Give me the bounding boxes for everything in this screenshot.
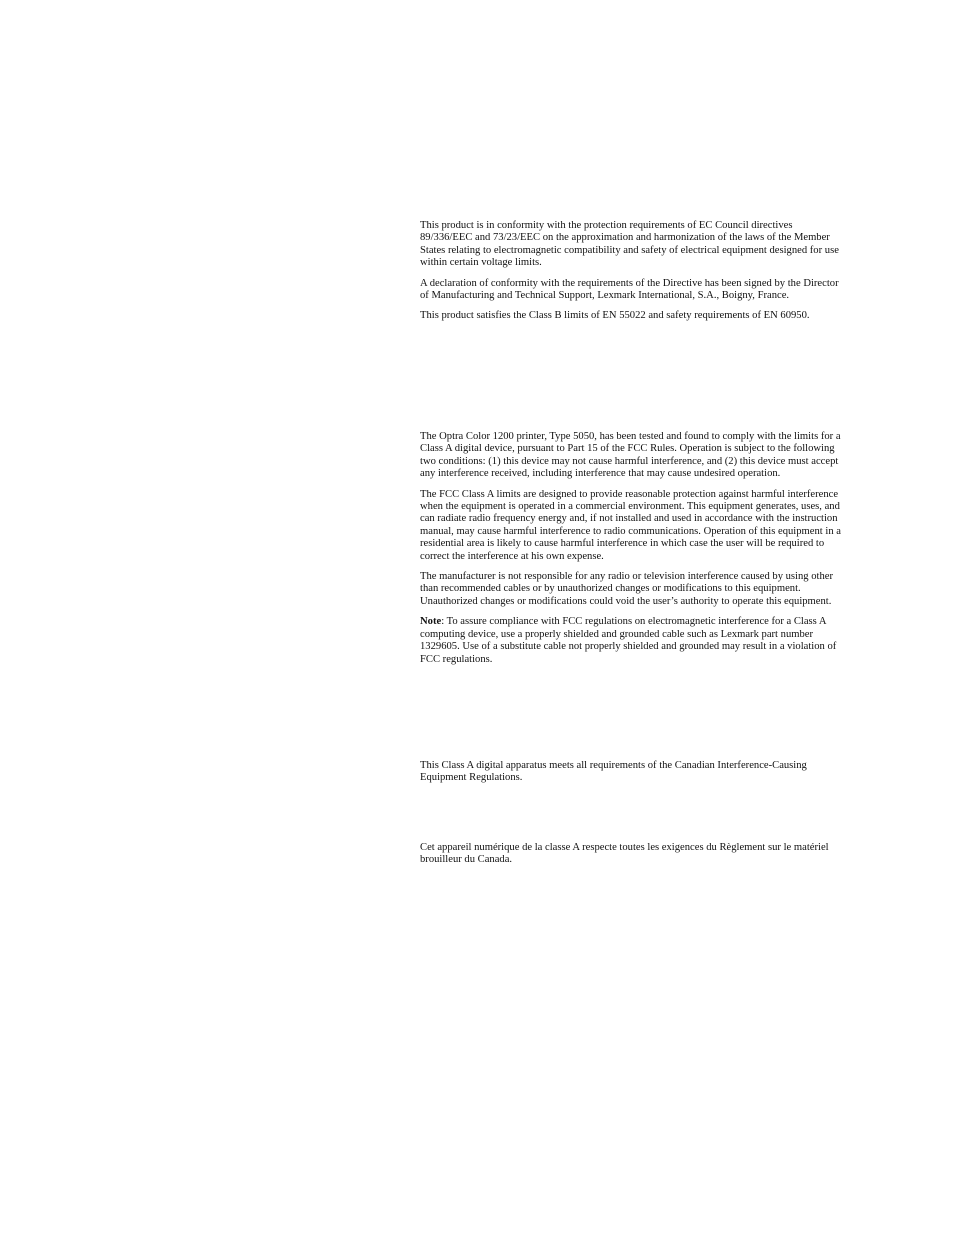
canada-french-paragraph: Cet appareil numérique de la classe A respecte toutes les exigences du Règlement sur le matériel brouilleur du Canada.	[420, 842, 829, 866]
ec-paragraph-limits: This product satisfies the Class B limits of EN 55022 and safety requirements of EN 60950.	[420, 310, 810, 322]
fcc-paragraph-compliance: The Optra Color 1200 printer, Type 5050, has been tested and found to comply with the limits for a Class A digital device, pursuant to Part 15 of the FCC Rules. Operation is subject to the following two conditions: (1) this device may not cause harmful interference, and (2) this device must accept any interference received, including interference that may cause undesired operation.	[420, 431, 841, 480]
ec-paragraph-directives: This product is in conformity with the protection requirements of EC Council directives 89/336/EEC and 73/23/EEC on the approximation and harmonization of the laws of the Member States relating to electromagnetic compatibility and safety of electrical equipment designed for use within certain voltage limits.	[420, 220, 839, 269]
fcc-note	[420, 616, 844, 666]
canada-french-section	[420, 842, 844, 867]
fcc-note-label: Note	[420, 616, 442, 628]
fcc-paragraph-class-a-limits: The FCC Class A limits are designed to provide reasonable protection against harmful interference when the equipment is operated in a commercial environment. This equipment generates, uses, and can radiate radio frequency energy and, if not installed and used in accordance with the instruction manual, may cause harmful interference to radio communications. Operation of this equipment in a residential area is likely to cause harmful interference in which case the user will be required to correct the interference at his own expense.	[420, 488, 841, 562]
fcc-section	[420, 431, 844, 666]
canada-english-paragraph: This Class A digital apparatus meets all requirements of the Canadian Interference-Causing Equipment Regulations.	[420, 760, 807, 784]
canada-english-section	[420, 760, 844, 785]
ec-conformity-section	[420, 220, 844, 323]
ec-paragraph-declaration: A declaration of conformity with the requirements of the Directive has been signed by the Director of Manufacturing and Technical Support, Lexmark International, S.A., Boigny, France.	[420, 277, 839, 302]
fcc-paragraph-manufacturer: The manufacturer is not responsible for any radio or television interference caused by using other than recommended cables or by unauthorized changes or modifications to this equipment. Unauthorized changes or modifications could void the user’s authority to operate this equipment.	[420, 571, 834, 607]
fcc-note-text: : To assure compliance with FCC regulations on electromagnetic interference for a Class A computing device, use a properly shielded and grounded cable such as Lexmark part number 1329605. Use of a substitute cable not properly shielded and grounded may result in a violation of FCC regulations.	[420, 616, 837, 665]
